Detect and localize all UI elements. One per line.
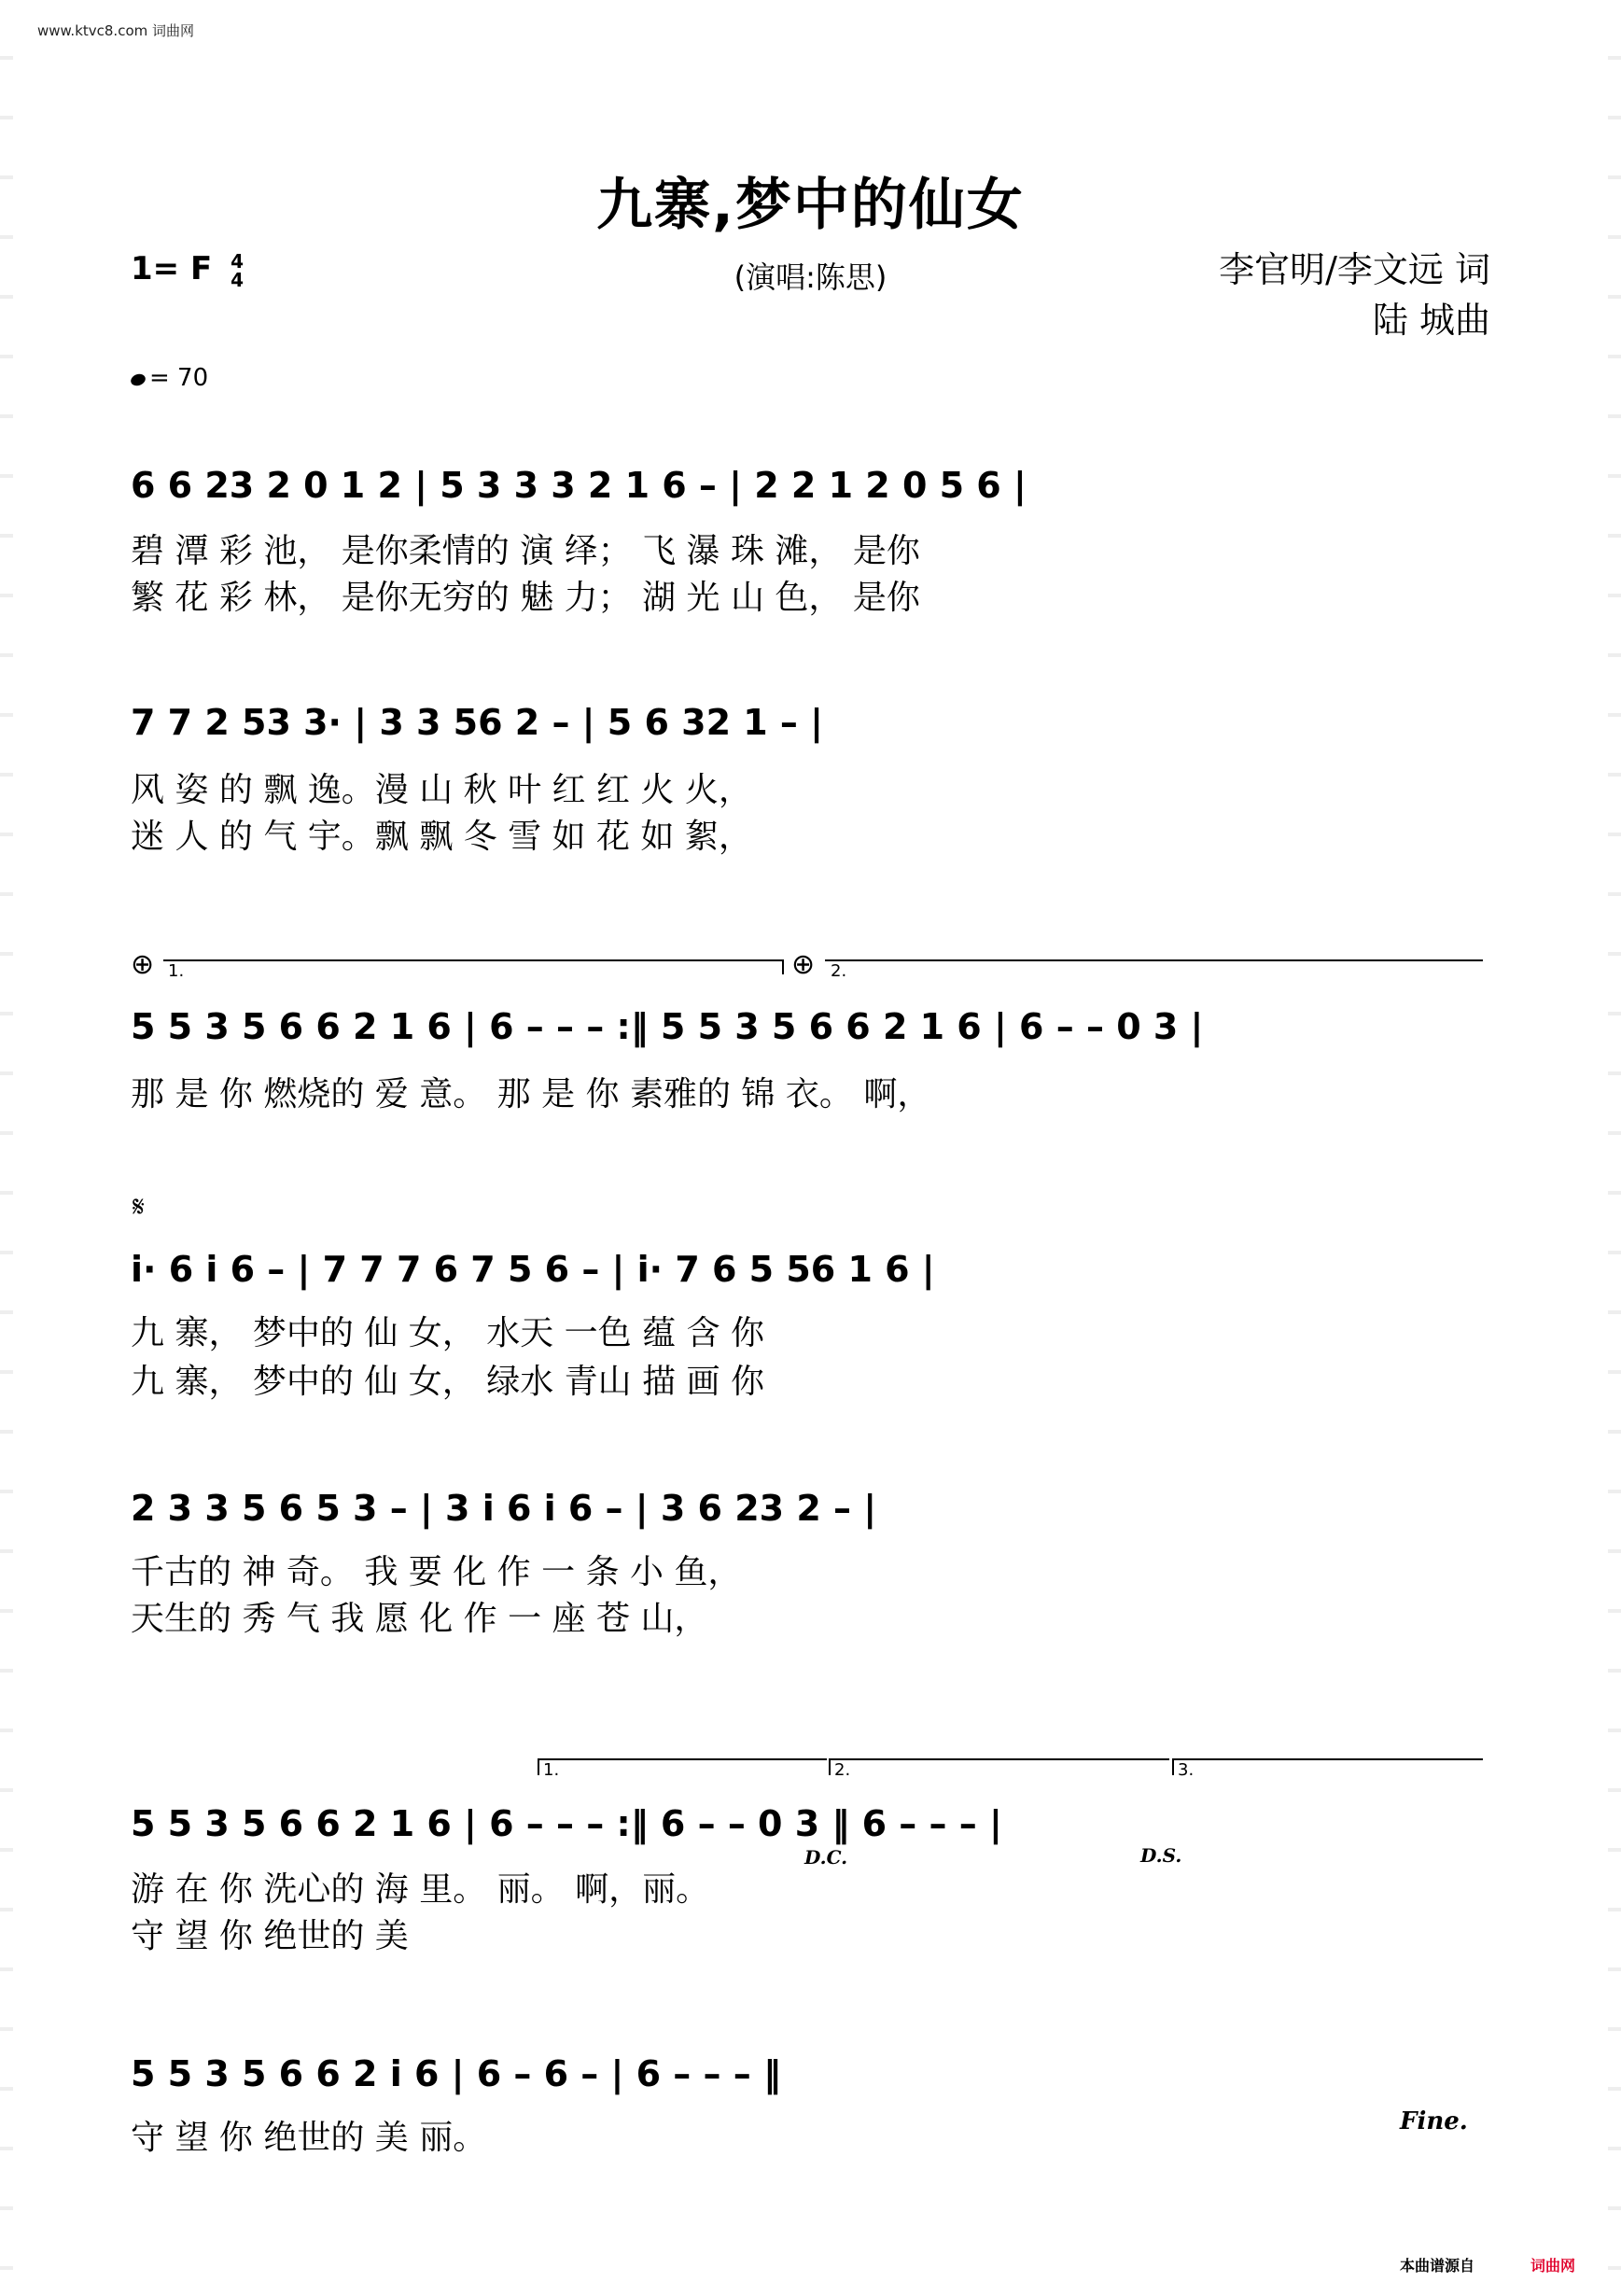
volta1-bracket-r6 bbox=[538, 1758, 827, 1760]
volta1-label: 1. bbox=[168, 961, 185, 981]
row4-lyric-verse2: 九 寨， 梦中的 仙 女， 绿水 青山 描 画 你 bbox=[131, 1363, 764, 1401]
row6-lyric-verse2: 守 望 你 绝世的 美 bbox=[131, 1917, 409, 1955]
volta1-bracket-start-r6 bbox=[538, 1758, 539, 1775]
quarter-note-icon bbox=[129, 372, 147, 388]
tempo-marking bbox=[131, 364, 208, 392]
row7-lyric: 守 望 你 绝世的 美 丽。 bbox=[131, 2119, 487, 2157]
row5-lyric-verse1: 千古的 神 奇。 我 要 化 作 一 条 小 鱼， bbox=[131, 1553, 742, 1591]
row3-lyric: 那 是 你 燃烧的 爱 意。 那 是 你 素雅的 锦 衣。 啊， bbox=[131, 1075, 931, 1113]
volta1-bracket bbox=[163, 959, 784, 961]
row5-notes: 2 3 3 5 6 5 3 – | 3 i 6 i 6 – | 3 6 23 2 – | bbox=[131, 1488, 877, 1529]
row5-lyric-verse2: 天生的 秀 气 我 愿 化 作 一 座 苍 山， bbox=[131, 1600, 708, 1638]
volta3-label-r6: 3. bbox=[1178, 1760, 1195, 1780]
volta1-label-r6: 1. bbox=[543, 1760, 560, 1780]
row6-notes: 5 5 3 5 6 6 2 1 6 | 6 – – – :‖ 6 – – 0 3 ‖ 6 – – – | bbox=[131, 1803, 1002, 1844]
volta2-label-r6: 2. bbox=[834, 1760, 851, 1780]
row1-notes: 6 6 23 2 0 1 2 | 5 3 3 3 2 1 6 – | 2 2 1 2 0 5 6 | bbox=[131, 465, 1027, 506]
volta2-label: 2. bbox=[831, 961, 847, 981]
footer-site-link[interactable]: 词曲网 bbox=[1530, 2257, 1576, 2275]
lyricist-credit: 李官明/李文远 词 bbox=[1219, 249, 1490, 290]
volta3-bracket-r6 bbox=[1172, 1758, 1483, 1760]
volta2-bracket-r6 bbox=[829, 1758, 1169, 1760]
fine-marking: Fine. bbox=[1400, 2107, 1468, 2135]
left-page-edge bbox=[0, 0, 13, 2296]
footer-source-text: 本曲谱源自 bbox=[1400, 2257, 1475, 2275]
row4-notes: i· 6 i 6 – | 7 7 7 6 7 5 6 – | i· 7 6 5 56 1 6 | bbox=[131, 1249, 935, 1290]
singer-credit: (演唱:陈思) bbox=[734, 259, 887, 295]
source-watermark: www.ktvc8.com 词曲网 bbox=[37, 22, 195, 39]
volta1-bracket-end bbox=[782, 959, 784, 974]
row2-lyric-verse2: 迷 人 的 气 宇。飘 飘 冬 雪 如 花 如 絮， bbox=[131, 818, 752, 856]
row2-lyric-verse1: 风 姿 的 飘 逸。漫 山 秋 叶 红 红 火 火， bbox=[131, 771, 752, 809]
tempo-value: = 70 bbox=[149, 364, 209, 392]
row1-lyric-verse2: 繁 花 彩 林， 是你无穷的 魅 力； 湖 光 山 色， 是你 bbox=[131, 579, 920, 617]
song-title: 九寨,梦中的仙女 bbox=[596, 173, 1025, 238]
right-page-edge bbox=[1608, 0, 1621, 2296]
coda-icon-2: ⊕ bbox=[791, 948, 816, 981]
row6-lyric-verse1: 游 在 你 洗心的 海 里。 丽。 啊，丽。 bbox=[131, 1870, 710, 1909]
dc-marking: D.C. bbox=[804, 1846, 848, 1869]
row3-notes: 5 5 3 5 6 6 2 1 6 | 6 – – – :‖ 5 5 3 5 6 6 2 1 6 | 6 – – 0 3 | bbox=[131, 1006, 1204, 1047]
segno-icon: 𝄋 bbox=[133, 1191, 145, 1224]
coda-icon: ⊕ bbox=[131, 948, 155, 981]
row7-notes: 5 5 3 5 6 6 2 i 6 | 6 – 6 – | 6 – – – ‖ bbox=[131, 2053, 781, 2094]
volta2-bracket-start-r6 bbox=[829, 1758, 831, 1775]
meter-top: 4 bbox=[231, 249, 244, 273]
row1-lyric-verse1: 碧 潭 彩 池， 是你柔情的 演 绎； 飞 瀑 珠 滩， 是你 bbox=[131, 532, 920, 570]
volta3-bracket-start-r6 bbox=[1172, 1758, 1174, 1775]
volta2-bracket bbox=[825, 959, 1483, 961]
row2-notes: 7 7 2 53 3· | 3 3 56 2 – | 5 6 32 1 – | bbox=[131, 702, 824, 743]
composer-credit: 陆 城曲 bbox=[1372, 300, 1490, 341]
ds-marking: D.S. bbox=[1140, 1844, 1182, 1867]
meter-bottom: 4 bbox=[231, 268, 244, 291]
row4-lyric-verse1: 九 寨， 梦中的 仙 女， 水天 一色 蕴 含 你 bbox=[131, 1314, 764, 1352]
key-text: 1= F bbox=[131, 250, 213, 287]
